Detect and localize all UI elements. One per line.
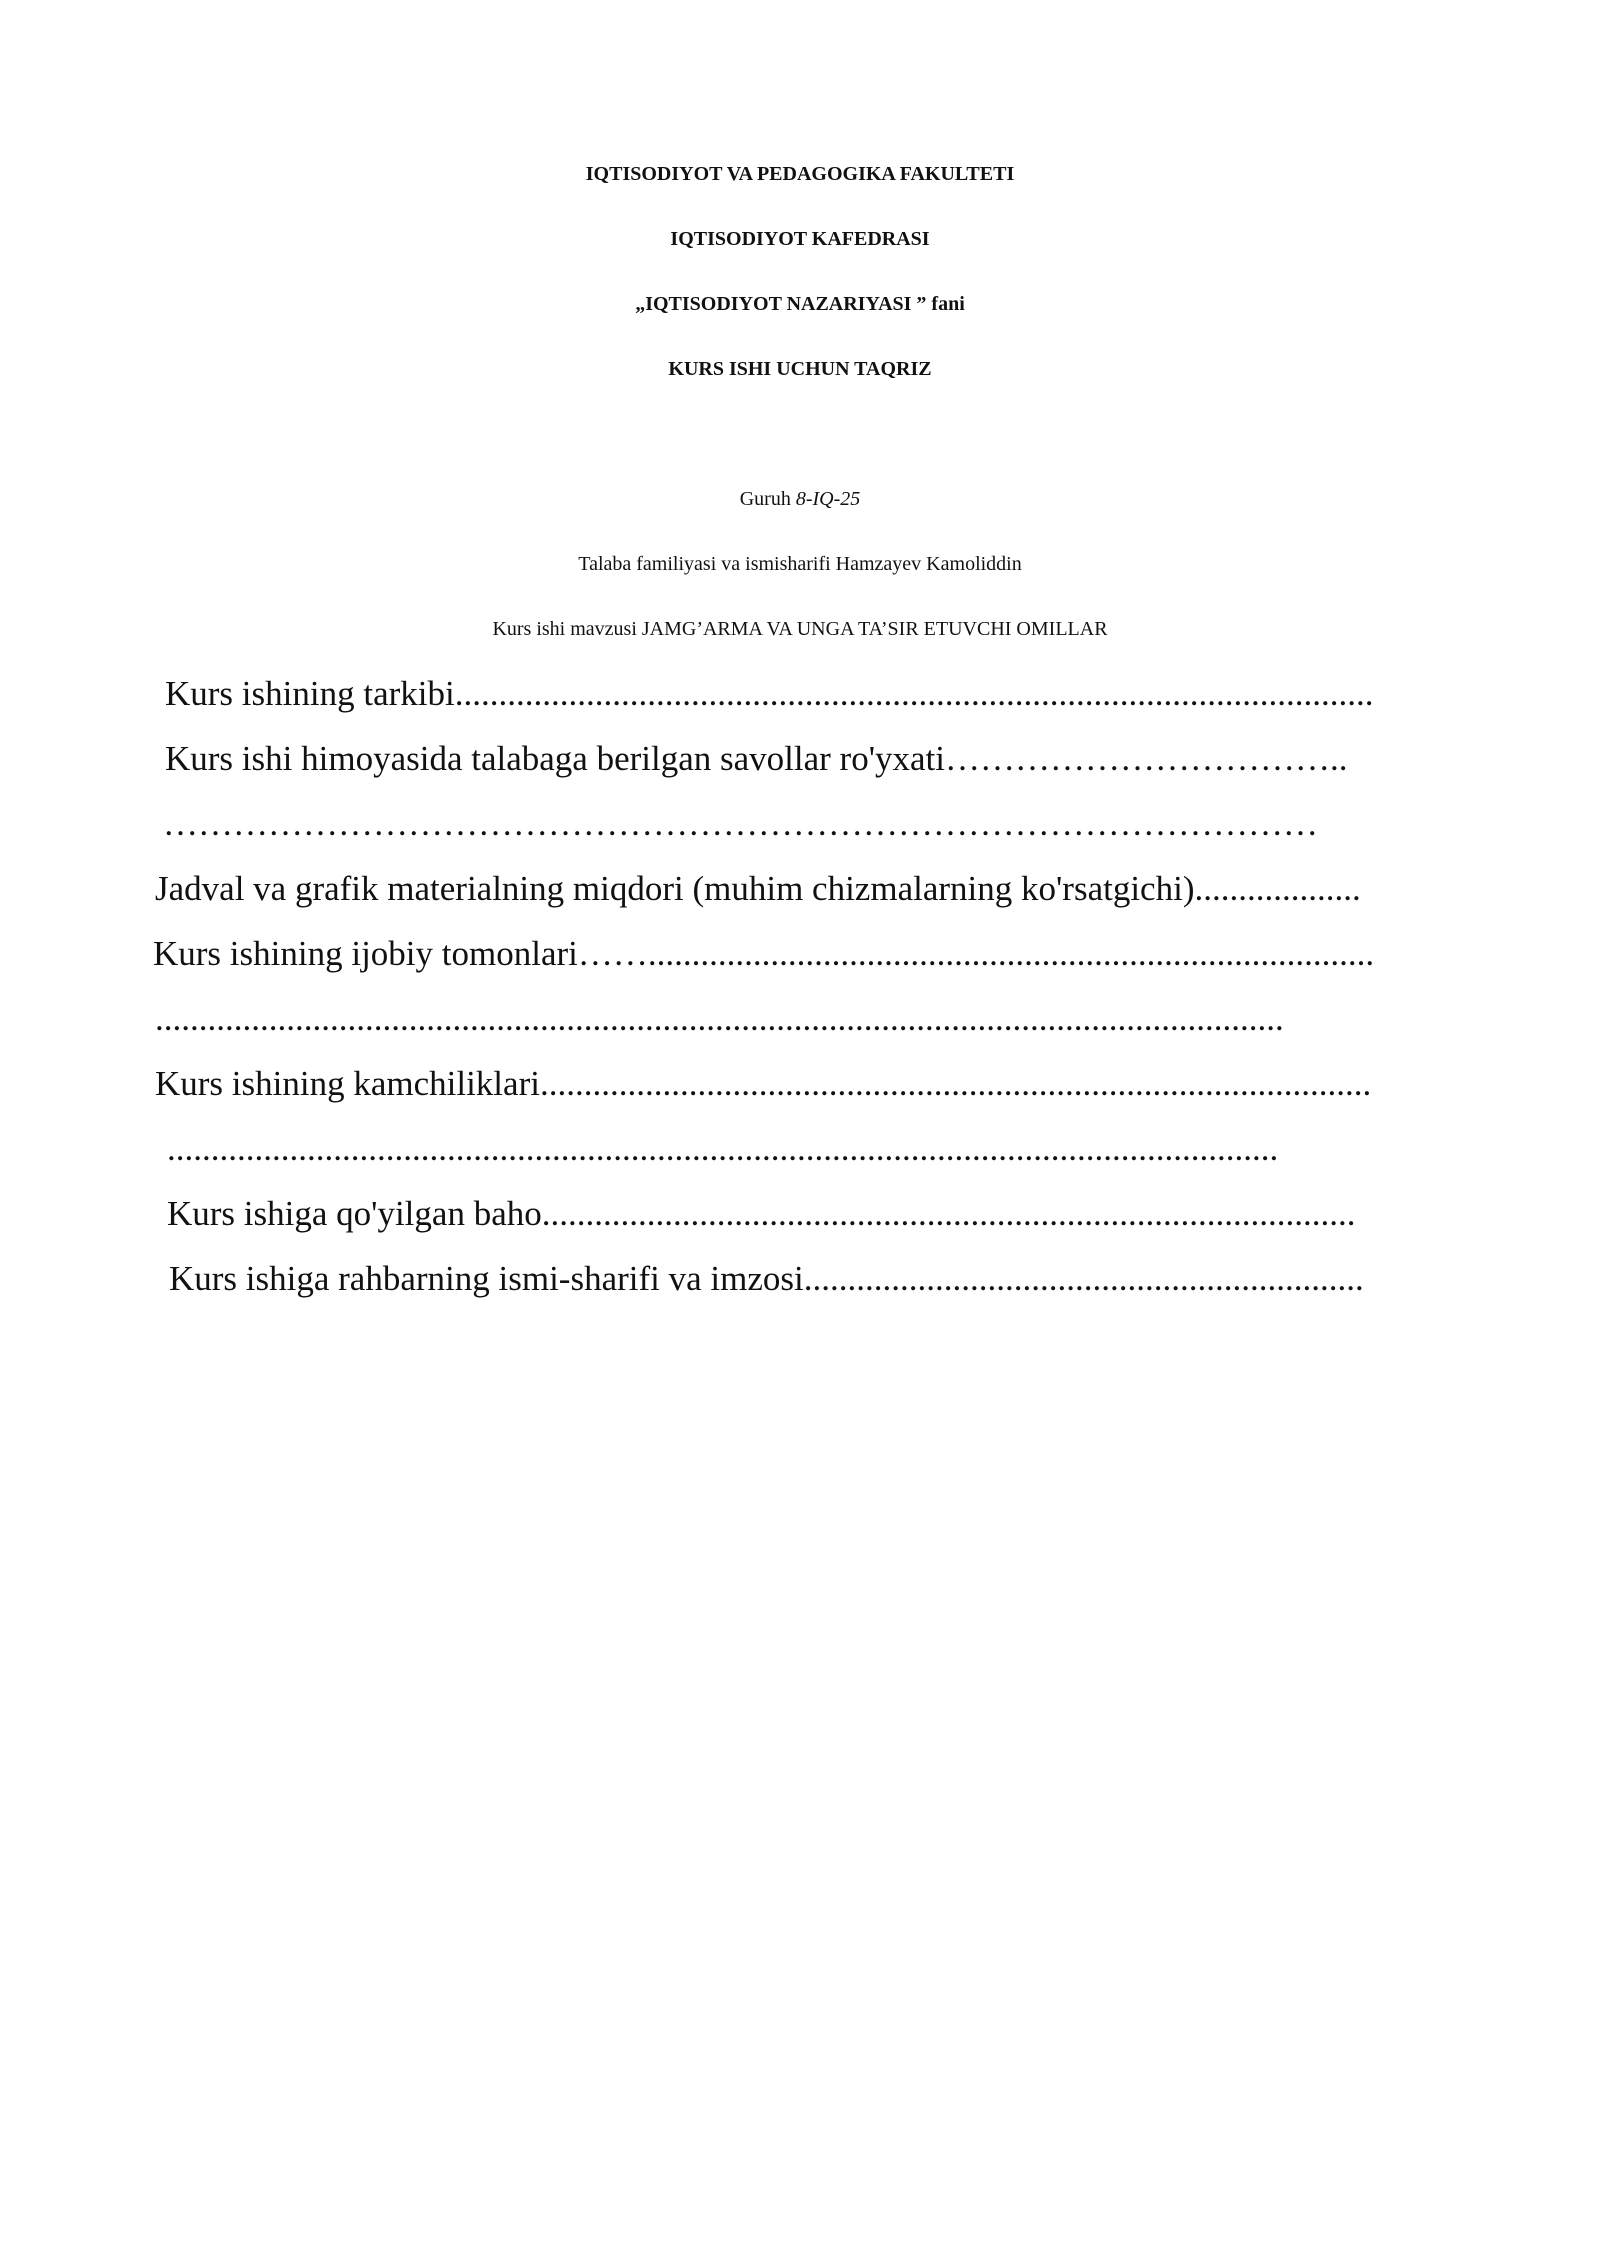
group-line	[0, 479, 1600, 519]
grade-field: Kurs ishiga qo'yilgan baho.............................................................................................	[167, 1194, 1356, 1233]
subject-heading: „IQTISODIYOT NAZARIYASI ” fani	[635, 293, 965, 315]
supervisor-field: Kurs ishiga rahbarning ismi-sharifi va imzosi................................................................	[169, 1259, 1364, 1298]
tables-field: Jadval va grafik materialning miqdori (muhim chizmalarning ko'rsatgichi)...................	[155, 869, 1361, 908]
course-topic-line: Kurs ishi mavzusi JAMG’ARMA VA UNGA TA’SIR ETUVCHI OMILLAR	[492, 618, 1108, 640]
faculty-heading: IQTISODIYOT VA PEDAGOGIKA FAKULTETI	[585, 163, 1015, 185]
positives-field: Kurs ishining ijobiy tomonlari……...................................................................................	[153, 934, 1375, 973]
questions-field: Kurs ishi himoyasida talabaga berilgan savollar ro'yxati……………………………..	[165, 739, 1348, 778]
group-label: Guruh	[739, 488, 796, 510]
shortcomings-field: Kurs ishining kamchiliklari...............................................................................................	[155, 1064, 1372, 1103]
positives-continuation: .................................................................................................................................	[155, 999, 1284, 1038]
questions-continuation: ………………………………………………………………………………………	[163, 804, 1318, 843]
group-value: 8-IQ-25	[795, 488, 861, 510]
composition-field: Kurs ishining tarkibi.........................................................................................................	[165, 674, 1374, 713]
review-title: KURS ISHI UCHUN TAQRIZ	[668, 358, 932, 380]
department-heading: IQTISODIYOT KAFEDRASI	[670, 228, 930, 250]
shortcomings-continuation: ...............................................................................................................................	[167, 1129, 1279, 1168]
student-name-line: Talaba familiyasi va ismisharifi Hamzayev Kamoliddin	[578, 553, 1022, 575]
